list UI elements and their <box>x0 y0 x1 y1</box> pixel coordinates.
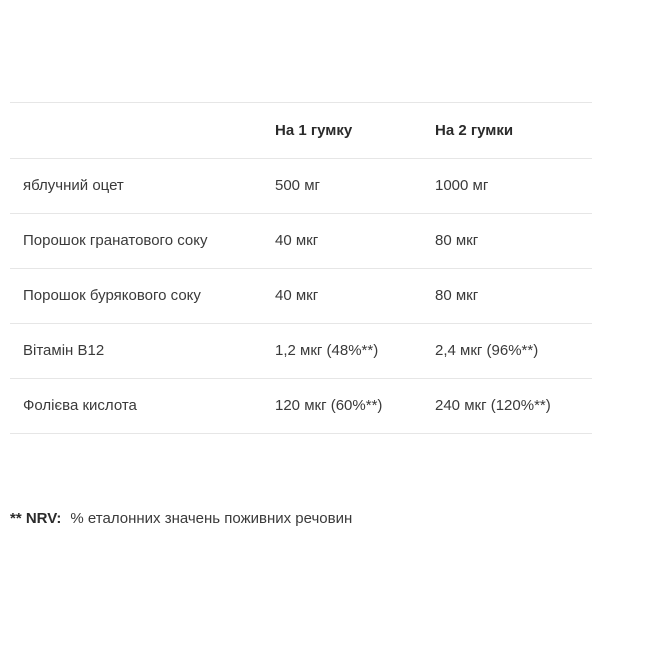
ingredient-name: яблучний оцет <box>23 177 124 194</box>
ingredient-name: Порошок бурякового соку <box>23 287 201 304</box>
header-per-2-gummies: На 2 гумки <box>435 121 514 139</box>
amount-1-gummy: 40 мкг <box>275 287 319 304</box>
nutrition-table <box>10 102 592 434</box>
amount-2-gummies: 1000 мг <box>435 177 489 194</box>
amount-1-gummy: 500 мг <box>275 177 320 194</box>
amount-2-gummies: 240 мкг (120%**) <box>435 397 551 414</box>
ingredient-name: Порошок гранатового соку <box>23 232 208 249</box>
footnote-key: ** NRV: <box>10 510 62 527</box>
footnote-text: % еталонних значень поживних речовин <box>70 510 353 527</box>
amount-2-gummies: 80 мкг <box>435 287 479 304</box>
table-row <box>10 214 592 269</box>
ingredient-name: Фолієва кислота <box>23 397 137 414</box>
header-per-1-gummy: На 1 гумку <box>275 121 353 139</box>
nrv-footnote <box>10 510 352 528</box>
amount-2-gummies: 80 мкг <box>435 232 479 249</box>
table-row <box>10 269 592 324</box>
amount-1-gummy: 120 мкг (60%**) <box>275 397 383 414</box>
amount-1-gummy: 1,2 мкг (48%**) <box>275 342 379 359</box>
table-row <box>10 324 592 379</box>
amount-2-gummies: 2,4 мкг (96%**) <box>435 342 539 359</box>
table-header-row <box>10 103 592 159</box>
amount-1-gummy: 40 мкг <box>275 232 319 249</box>
table-row <box>10 379 592 434</box>
table-row <box>10 159 592 214</box>
ingredient-name: Вітамін B12 <box>23 342 105 359</box>
